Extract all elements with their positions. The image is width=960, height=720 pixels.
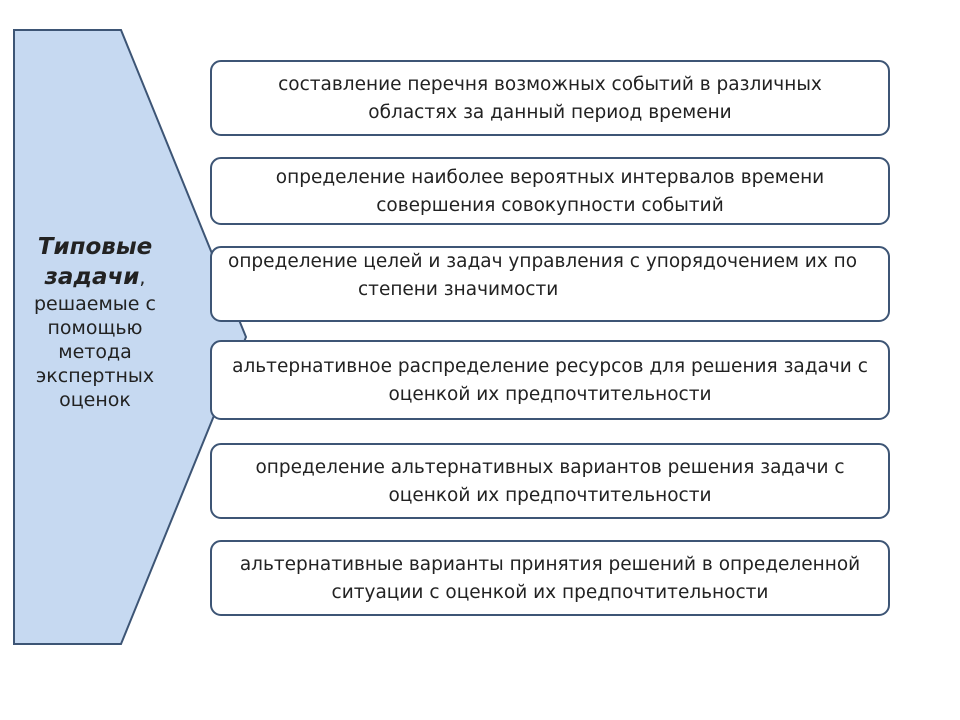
task-box-resource-allocation xyxy=(210,340,890,420)
task-text-line: совершения совокупности событий xyxy=(376,195,724,216)
task-text-line: альтернативные варианты принятия решений в определенной xyxy=(239,554,861,575)
task-box-goals-ordering xyxy=(210,246,890,322)
arrow-title-comma: , xyxy=(139,267,146,289)
task-text-line: ситуации с оценкой их предпочтительности xyxy=(331,582,769,603)
arrow-subtitle-line: оценок xyxy=(59,389,131,411)
arrow-label xyxy=(26,232,164,412)
arrow-title-line1: Типовые xyxy=(37,234,153,260)
arrow-subtitle-line: метода xyxy=(58,341,132,363)
task-text-line: оценкой их предпочтительности xyxy=(388,485,712,506)
task-text-line: степени значимости xyxy=(358,279,559,300)
task-text-line: альтернативное распределение ресурсов для решения задачи с xyxy=(232,356,868,377)
arrow-title-line2: задачи xyxy=(44,264,140,290)
task-text-line: определение наиболее вероятных интервалов времени xyxy=(275,167,825,188)
task-box-alternative-solutions xyxy=(210,443,890,519)
arrow-subtitle-line: экспертных xyxy=(35,365,155,387)
task-text-line: определение альтернативных вариантов решения задачи с xyxy=(255,457,845,478)
task-text-line: составление перечня возможных событий в различных xyxy=(278,74,822,95)
arrow-subtitle-line: решаемые с xyxy=(34,293,156,315)
task-box-events-list xyxy=(210,60,890,136)
task-box-decision-alternatives xyxy=(210,540,890,616)
task-text-line: определение целей и задач управления с упорядочением их по xyxy=(228,251,858,272)
task-text-line: оценкой их предпочтительности xyxy=(388,384,712,405)
task-text-line: областях за данный период времени xyxy=(368,102,732,123)
task-box-time-intervals xyxy=(210,157,890,225)
arrow-subtitle-line: помощью xyxy=(47,317,143,339)
